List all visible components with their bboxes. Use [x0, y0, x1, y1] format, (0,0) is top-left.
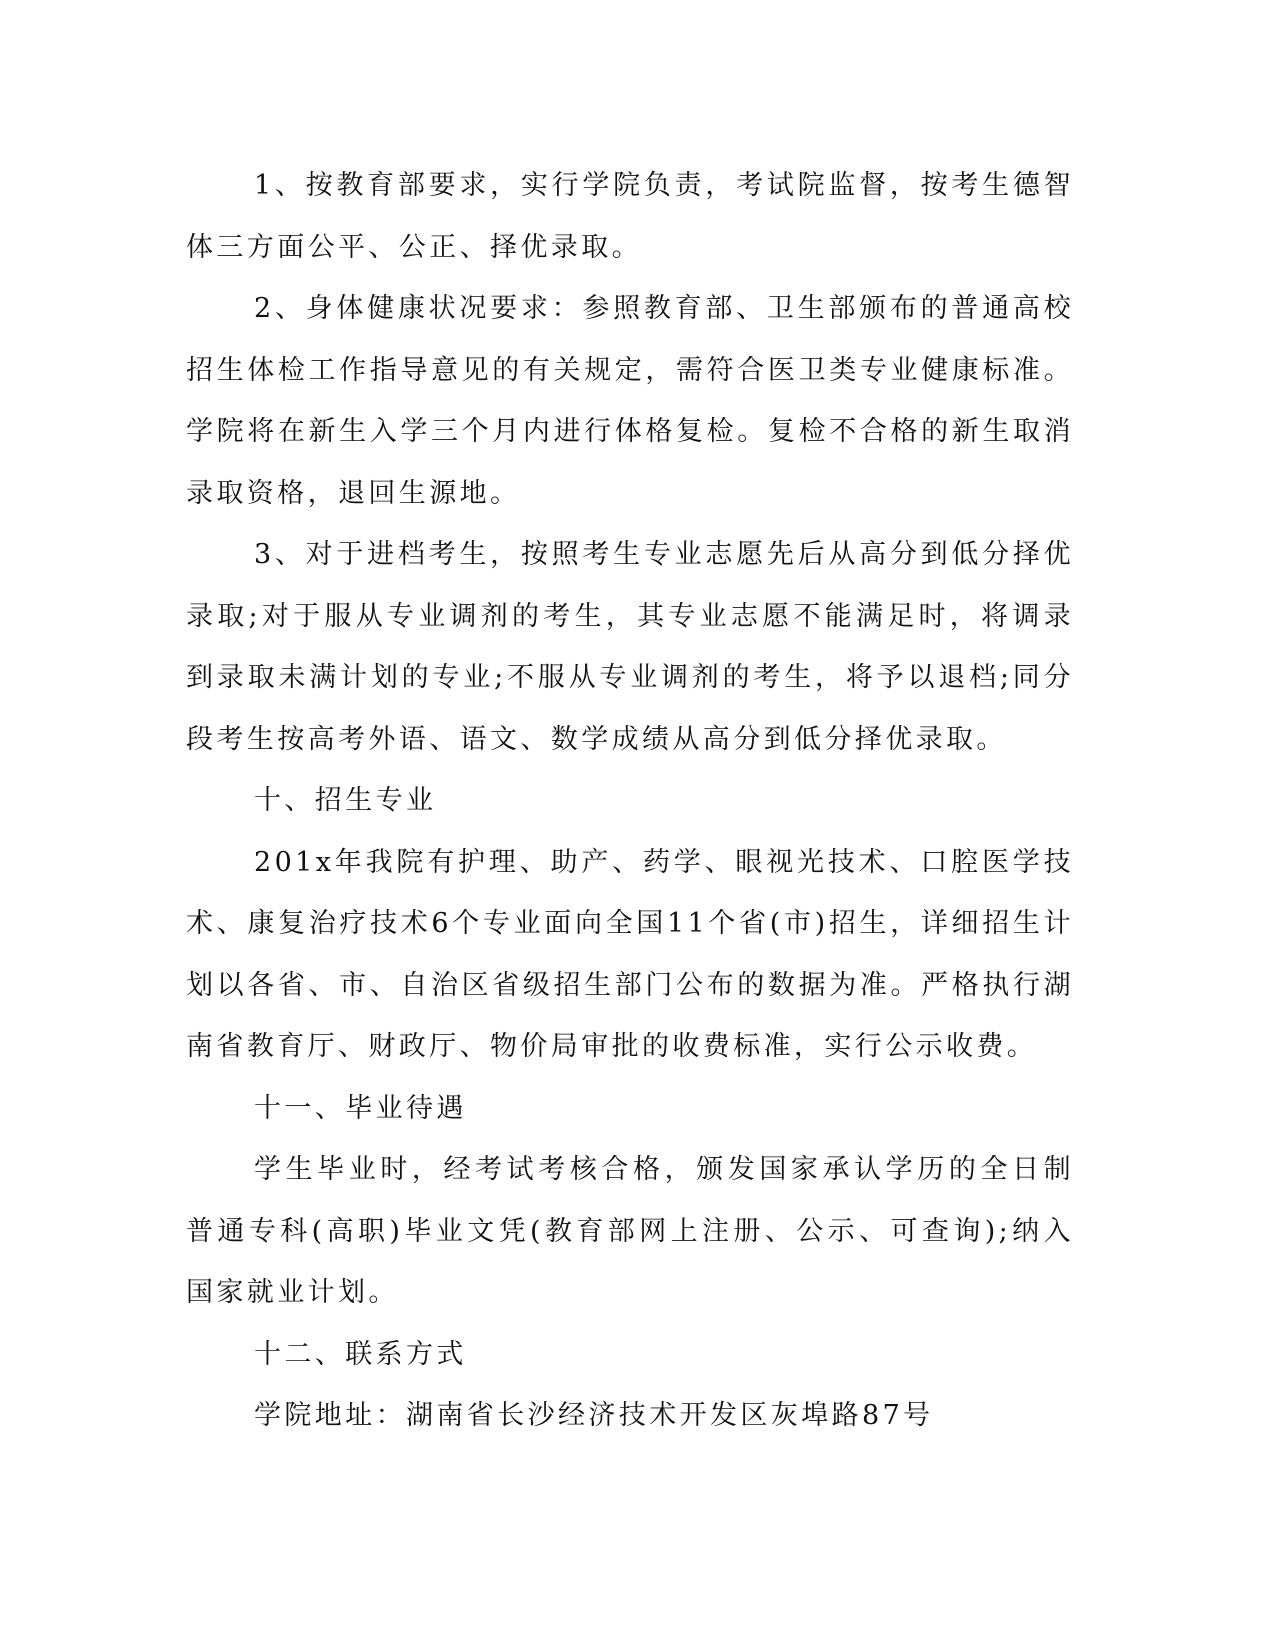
majors-paragraph: 201x年我院有护理、助产、药学、眼视光技术、口腔医学技术、康复治疗技术6个专业面向全国11个省(市)招生，详细招生计划以各省、市、自治区省级招生部门公布的数据为准。严格执行湖南省教育厅、财政厅、物价局审批的收费标准，实行公示收费。 — [186, 846, 1074, 1062]
section-heading-contact: 十二、联系方式 — [254, 1338, 467, 1370]
section-heading-graduation: 十一、毕业待遇 — [254, 1092, 467, 1124]
section-heading-majors: 十、招生专业 — [254, 785, 437, 816]
admission-rule-3: 3、对于进档考生，按照考生专业志愿先后从高分到低分择优录取;对于服从专业调剂的考生，其专业志愿不能满足时，将调录到录取未满计划的专业;不服从专业调剂的考生，将予以退档;同分段考生按高考外语、语文、数学成绩从高分到低分择优录取。 — [186, 539, 1074, 755]
admission-rule-1: 1、按教育部要求，实行学院负责，考试院监督，按考生德智体三方面公平、公正、择优录取。 — [186, 170, 1074, 263]
document-page — [186, 155, 1074, 1447]
contact-address: 学院地址：湖南省长沙经济技术开发区灰埠路87号 — [254, 1400, 934, 1431]
graduation-paragraph: 学生毕业时，经考试考核合格，颁发国家承认学历的全日制普通专科(高职)毕业文凭(教育部网上注册、公示、可查询);纳入国家就业计划。 — [186, 1154, 1074, 1308]
admission-rule-2: 2、身体健康状况要求：参照教育部、卫生部颁布的普通高校招生体检工作指导意见的有关规定，需符合医卫类专业健康标准。学院将在新生入学三个月内进行体格复检。复检不合格的新生取消录取资格，退回生源地。 — [186, 293, 1074, 509]
